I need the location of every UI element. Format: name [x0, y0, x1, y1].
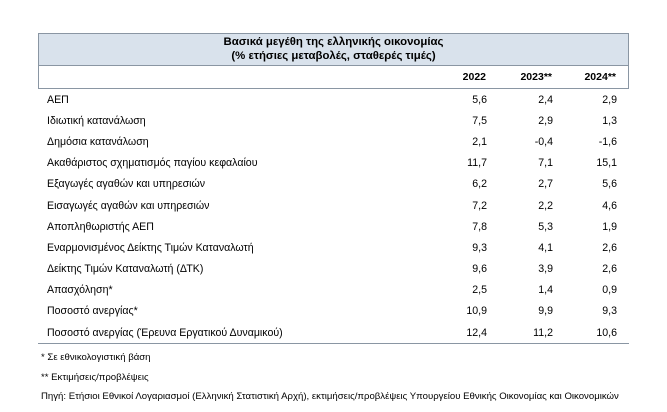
table-title-line1: Βασικά μεγέθη της ελληνικής οικονομίας [223, 36, 444, 48]
row-value: 7,2 [472, 199, 487, 212]
row-value: 15,1 [596, 157, 617, 170]
row-value: 2,2 [538, 199, 553, 212]
row-value: 1,4 [538, 284, 553, 297]
row-value: 2,1 [472, 135, 487, 148]
economic-indicators-document [38, 33, 629, 404]
row-label: Εναρμονισμένος Δείκτης Τιμών Καταναλωτή [47, 241, 254, 254]
footnote-national-accounts: * Σε εθνικολογιστική βάση [41, 352, 151, 364]
row-label: Αποπληθωριστής ΑΕΠ [47, 220, 154, 233]
row-value: 2,9 [538, 114, 553, 127]
row-value: 7,1 [538, 157, 553, 170]
row-value: -0,4 [534, 135, 553, 148]
table-row [38, 237, 629, 258]
row-value: 9,3 [602, 305, 617, 318]
row-value: 11,7 [467, 157, 487, 170]
row-value: 6,2 [472, 178, 487, 191]
row-label: Δείκτης Τιμών Καταναλωτή (ΔΤΚ) [47, 263, 204, 276]
row-value: 7,8 [472, 220, 487, 233]
table-row [38, 259, 629, 280]
table-row [38, 322, 629, 344]
row-value: -1,6 [598, 135, 617, 148]
row-value: 11,2 [499, 322, 565, 344]
row-label: Εξαγωγές αγαθών και υπηρεσιών [47, 178, 206, 191]
table-row [38, 301, 629, 322]
column-header-2023: 2023** [520, 71, 552, 83]
table-header-row [38, 65, 629, 89]
source-note: Πηγή: Ετήσιοι Εθνικοί Λογαριασμοί (Ελληνική Στατιστική Αρχή), εκτιμήσεις/προβλέψεις Υπουργείου Εθνικής Οικονομίας και Οικονομικών [41, 391, 619, 403]
row-value: 1,9 [602, 220, 617, 233]
row-value: 5,6 [472, 93, 487, 106]
row-value: 2,4 [538, 93, 553, 106]
table-title [38, 33, 629, 65]
row-value: 10,9 [466, 305, 487, 318]
row-value: 5,3 [538, 220, 553, 233]
table-row [38, 110, 629, 131]
column-header-2022: 2022 [462, 71, 486, 83]
table-row [38, 174, 629, 195]
footnote-estimates: ** Εκτιμήσεις/προβλέψεις [41, 371, 149, 383]
row-value: 9,9 [538, 305, 553, 318]
row-value: 9,6 [472, 263, 487, 276]
table-row [38, 216, 629, 237]
indicators-table [38, 89, 629, 344]
row-value: 4,6 [602, 199, 617, 212]
row-label: ΑΕΠ [47, 93, 69, 106]
row-value: 12,4 [429, 322, 499, 344]
row-value: 5,6 [602, 178, 617, 191]
row-value: 3,9 [538, 263, 553, 276]
table-row [38, 153, 629, 174]
row-value: 2,5 [472, 284, 487, 297]
row-label: Ποσοστό ανεργίας (Έρευνα Εργατικού Δυναμικού) [38, 322, 429, 344]
row-value: 2,6 [602, 241, 617, 254]
row-value: 2,7 [538, 178, 553, 191]
row-value: 2,6 [602, 263, 617, 276]
row-label: Απασχόληση* [47, 284, 113, 297]
row-value: 4,1 [538, 241, 553, 254]
row-value: 2,9 [602, 93, 617, 106]
row-label: Ακαθάριστος σχηματισμός παγίου κεφαλαίου [47, 157, 258, 170]
column-header-2024: 2024** [584, 71, 616, 83]
table-row [38, 131, 629, 152]
table-row [38, 280, 629, 301]
footnotes [38, 351, 629, 404]
row-value: 7,5 [472, 114, 487, 127]
table-row [38, 89, 629, 110]
row-label: Δημόσια κατανάλωση [47, 135, 149, 148]
row-label: Ιδιωτική κατανάλωση [47, 114, 146, 127]
row-value: 10,6 [565, 322, 629, 344]
table-title-line2: (% ετήσιες μεταβολές, σταθερές τιμές) [231, 50, 436, 62]
table-row [38, 195, 629, 216]
row-label: Εισαγωγές αγαθών και υπηρεσιών [47, 199, 210, 212]
row-value: 1,3 [602, 114, 617, 127]
row-label: Ποσοστό ανεργίας* [47, 305, 138, 318]
row-value: 0,9 [602, 284, 617, 297]
row-value: 9,3 [472, 241, 487, 254]
